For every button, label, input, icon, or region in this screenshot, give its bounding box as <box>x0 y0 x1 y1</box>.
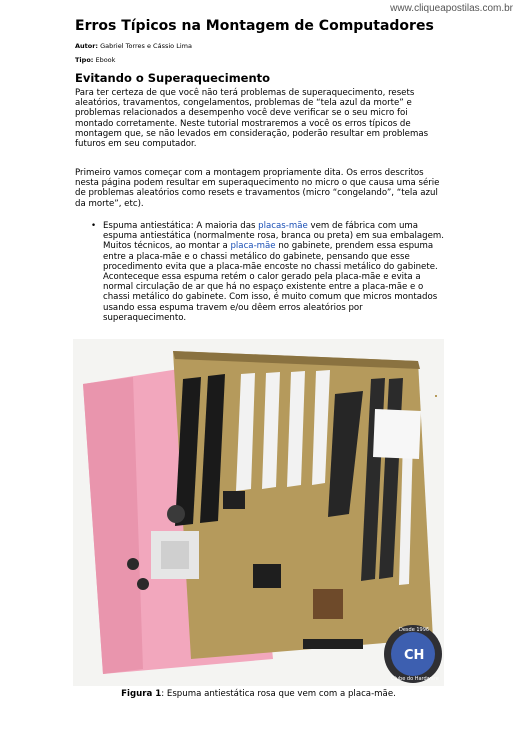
link-placas-mae[interactable]: placas-mãe <box>258 221 308 231</box>
author-value: Gabriel Torres e Cássio Lima <box>98 42 192 50</box>
caption-text: : Espuma antiestática rosa que vem com a placa-mãe. <box>161 689 396 699</box>
cpu-socket-center <box>161 541 189 569</box>
type-value: Ebook <box>93 56 116 64</box>
author-line <box>75 42 192 50</box>
logo-bottom-text: Clube do Hardware <box>391 676 439 682</box>
page-title: Erros Típicos na Montagem de Computadores <box>75 18 434 34</box>
type-line <box>75 56 115 64</box>
atx-power-connector <box>373 409 421 459</box>
bullet-text-b: vem de fábrica com uma espuma antiestática (normalmente rosa, branca ou preta) em sua embalagem. Muitos técnicos, ao montar a <box>103 221 445 252</box>
bullet-icon: • <box>91 221 97 231</box>
bullet-text-c: no gabinete, prendem essa espuma entre a placa-mãe e o chassi metálico do gabinete, pensando que esse procedimento evita que a placa-mãe encoste no chassi metálico do gabinete. Aconteceque essa espuma retém o calor gerado pela placa-mãe e evita a normal circulação de ar que há no espaço existente entre a placa-mãe e o chassi metálico do gabinete. Com isso, é muito comum que micros montados usando essa espuma travem e/ou dêem erros aleatórios por superaquecimento. <box>103 241 438 323</box>
bullet-text-a: Espuma antiestática: A maioria das <box>103 221 259 231</box>
foam-shadow <box>83 377 143 674</box>
second-paragraph: Primeiro vamos começar com a montagem propriamente dita. Os erros descritos nesta página podem resultar em superaquecimento no micro o que causa uma série de problemas aleatórios como resets e travamentos (micro “congelando”, “tela azul da morte”, etc). <box>75 168 440 209</box>
list-item <box>75 221 445 323</box>
author-label: Autor: <box>75 42 99 50</box>
chipset <box>253 564 281 588</box>
site-url[interactable]: www.cliqueapostilas.com.br <box>390 3 513 14</box>
figure-caption <box>73 689 444 699</box>
ide-connector <box>303 639 363 649</box>
intro-paragraph: Para ter certeza de que você não terá problemas de superaquecimento, resets aleatórios, travamentos, congelamentos, problemas de “tela azul da morte” e problemas relacionados a desempenho você deve verificar se o seu micro foi montado corretamente. Neste tutorial mostraremos a você os erros típicos de montagem que, se não levados em consideração, poderão resultar em problemas futuros em seu computador. <box>75 88 429 150</box>
logo-text: CH <box>404 648 425 663</box>
bullet-list <box>75 221 445 323</box>
chipset-gold <box>313 589 343 619</box>
capacitor <box>127 558 139 570</box>
motherboard-photo <box>73 339 444 686</box>
logo-top-text: Desde 1996 <box>399 627 430 633</box>
board-speck <box>435 395 437 397</box>
motherboard-figure <box>73 339 444 686</box>
battery <box>167 505 185 523</box>
link-placa-mae[interactable]: placa-mãe <box>230 241 276 252</box>
section-heading: Evitando o Superaquecimento <box>75 71 271 85</box>
capacitor <box>137 578 149 590</box>
type-label: Tipo: <box>75 56 94 64</box>
caption-label: Figura 1 <box>121 689 162 699</box>
bios-chip <box>223 491 245 509</box>
